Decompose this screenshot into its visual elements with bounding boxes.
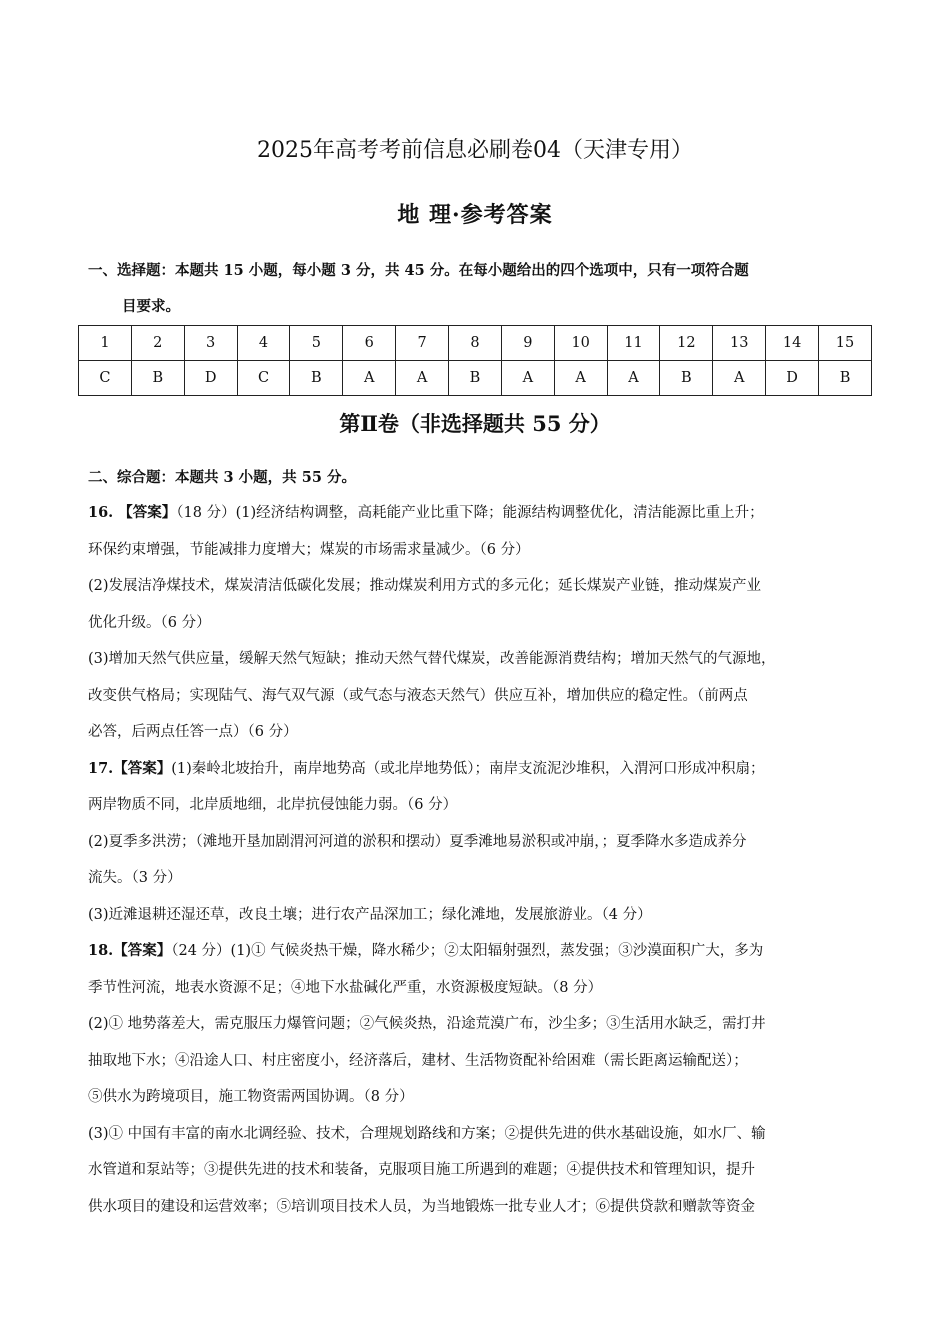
question-number-cell: 2	[131, 326, 184, 361]
q17-head: 17.【答案】	[88, 759, 172, 777]
section-2-heading: 二、综合题：本题共 3 小题，共 55 分。	[88, 469, 356, 486]
q18-text: （24 分）(1)① 气候炎热干燥，降水稀少；②太阳辐射强烈，蒸发强；③沙漠面积广大，多为	[171, 943, 764, 959]
q17-line-2: 两岸物质不同，北岸质地细，北岸抗侵蚀能力弱。（6 分）	[88, 797, 458, 813]
question-number-cell: 5	[290, 326, 343, 361]
answer-cell: C	[237, 361, 290, 396]
q18-head: 18.【答案】	[88, 942, 172, 959]
q18-line-7: 水管道和泵站等；③提供先进的技术和装备，克服项目施工所遇到的难题；④提供技术和管理知识，提升	[88, 1162, 755, 1178]
answer-cell: A	[396, 361, 449, 396]
question-number-cell: 1	[79, 326, 132, 361]
question-number-cell: 15	[819, 326, 872, 361]
answer-cell: A	[713, 361, 766, 396]
document-subtitle: 地 理·参考答案	[397, 202, 553, 228]
section-1-line-1: 一、选择题：本题共 15 小题，每小题 3 分，共 45 分。在每小题给出的四个选项中，只有一项符合题	[88, 262, 749, 279]
question-number-cell: 14	[766, 326, 819, 361]
question-number-cell: 8	[449, 326, 502, 361]
question-number-cell: 9	[501, 326, 554, 361]
q16-line-5: (3)增加天然气供应量，缓解天然气短缺；推动天然气替代煤炭，改善能源消费结构；增加天然气的气源地，	[88, 651, 776, 667]
q18-line-5: ⑤供水为跨境项目，施工物资需两国协调。（8 分）	[88, 1089, 414, 1105]
q16-line-6: 改变供气格局；实现陆气、海气双气源（或气态与液态天然气）供应互补，增加供应的稳定性。（前两点	[88, 687, 748, 704]
answer-table-answer-row	[79, 361, 872, 396]
q16-line-3: (2)发展洁净煤技术，煤炭清洁低碳化发展；推动煤炭利用方式的多元化；延长煤炭产业链，推动煤炭产业	[88, 578, 762, 594]
q16-text: （18 分）(1)经济结构调整，高耗能产业比重下降；能源结构调整优化，清洁能源比重上升；	[176, 505, 764, 521]
answer-body	[88, 495, 870, 1225]
q17-line-3: (2)夏季多洪涝；（滩地开垦加剧渭河河道的淤积和摆动）夏季滩地易淤积或冲崩，；夏季降水多造成养分	[88, 833, 747, 850]
answer-cell: C	[79, 361, 132, 396]
q16-line-1	[88, 495, 870, 532]
answer-cell: D	[766, 361, 819, 396]
q17-line-4: 流失。（3 分）	[88, 870, 182, 886]
answer-cell: A	[554, 361, 607, 396]
q18-line-1	[88, 933, 870, 970]
question-number-cell: 10	[554, 326, 607, 361]
answer-cell: A	[343, 361, 396, 396]
question-number-cell: 6	[343, 326, 396, 361]
q17-text: (1)秦岭北坡抬升，南岸地势高（或北岸地势低）；南岸支流泥沙堆积，入渭河口形成冲积扇；	[171, 760, 765, 777]
q16-line-2: 环保约束增强，节能减排力度增大；煤炭的市场需求量减少。（6 分）	[88, 541, 530, 558]
q18-line-8: 供水项目的建设和运营效率；⑤培训项目技术人员，为当地锻炼一批专业人才；⑥提供贷款和赠款等资金	[88, 1198, 755, 1215]
question-number-cell: 13	[713, 326, 766, 361]
answer-cell: B	[660, 361, 713, 396]
section-1-line-2: 目要求。	[122, 298, 180, 315]
answer-cell: B	[819, 361, 872, 396]
question-number-cell: 11	[607, 326, 660, 361]
answer-table-number-row	[79, 326, 872, 361]
q18-line-2: 季节性河流，地表水资源不足；④地下水盐碱化严重，水资源极度短缺。（8 分）	[88, 979, 603, 996]
question-number-cell: 4	[237, 326, 290, 361]
section-1-heading	[88, 253, 868, 325]
question-number-cell: 3	[184, 326, 237, 361]
q16-line-4: 优化升级。（6 分）	[88, 614, 211, 631]
answer-table	[78, 325, 872, 396]
q17-line-1	[88, 751, 870, 788]
q16-line-7: 必答，后两点任答一点）（6 分）	[88, 724, 298, 740]
q18-line-4: 抽取地下水；④沿途人口、村庄密度小，经济落后，建材、生活物资配补给困难（需长距离运输配送）；	[88, 1052, 748, 1069]
answer-cell: A	[607, 361, 660, 396]
part-2-title: 第Ⅱ卷（非选择题共 55 分）	[339, 411, 611, 436]
question-number-cell: 12	[660, 326, 713, 361]
q17-line-5: (3)近滩退耕还湿还草，改良土壤；进行农产品深加工；绿化滩地，发展旅游业。（4 分）	[88, 906, 652, 923]
q18-line-3: (2)① 地势落差大，需克服压力爆管问题；②气候炎热，沿途荒漠广布，沙尘多；③生活用水缺乏，需打井	[88, 1016, 766, 1032]
answer-cell: B	[131, 361, 184, 396]
question-number-cell: 7	[396, 326, 449, 361]
answer-cell: A	[501, 361, 554, 396]
answer-cell: D	[184, 361, 237, 396]
answer-cell: B	[290, 361, 343, 396]
q18-line-6: (3)① 中国有丰富的南水北调经验、技术，合理规划路线和方案；②提供先进的供水基础设施，如水厂、输	[88, 1125, 766, 1142]
document-title: 2025年高考考前信息必刷卷04（天津专用）	[257, 138, 693, 163]
answer-cell: B	[449, 361, 502, 396]
q16-head: 16. 【答案】	[88, 504, 177, 521]
